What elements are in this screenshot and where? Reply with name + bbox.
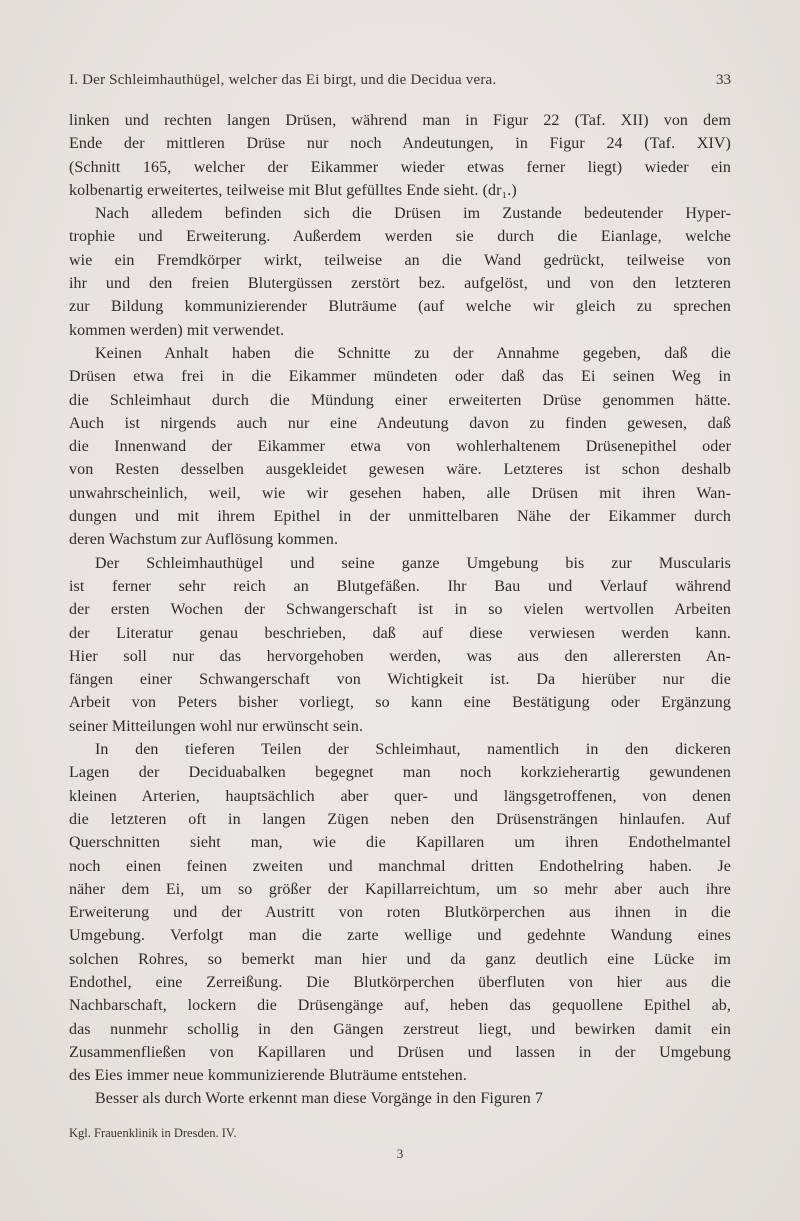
running-header-title: I. Der Schleimhauthügel, welcher das Ei birgt, und die Decidua vera. [69,72,497,88]
paragraph [69,552,731,738]
sheet-signature: 3 [396,1146,404,1161]
text-line: fängen einer Schwangerschaft von Wichtigkeit ist. Da hierüber nur die [69,671,731,689]
text-line: Erweiterung und der Austritt von roten Blutkörperchen aus ihnen in die [69,904,731,922]
text-line: dungen und mit ihrem Epithel in der unmittelbaren Nähe der Eikammer durch [69,508,731,526]
text-line: seiner Mitteilungen wohl nur erwünscht sein. [69,717,364,735]
text-line: Besser als durch Worte erkennt man diese Vorgänge in den Figuren 7 [95,1090,544,1108]
text-line: die Innenwand der Eikammer etwa von wohlerhaltenem Drüsenepithel oder [69,438,731,456]
text-line: Ende der mittleren Drüse nur noch Andeutungen, in Figur 24 (Taf. XIV) [69,135,731,153]
page-footer [69,1126,731,1162]
paragraph [69,342,731,552]
text-line: Endothel, eine Zerreißung. Die Blutkörperchen überfluten von hier aus die [69,973,731,991]
text-line: Zusammenfließen von Kapillaren und Drüsen und lassen in der Umgebung [69,1043,731,1061]
text-line: zur Bildung kommunizierender Bluträume (auf welche wir gleich zu sprechen [69,298,731,316]
text-line: Der Schleimhauthügel und seine ganze Umgebung bis zur Muscularis [95,554,731,572]
text-line: Umgebung. Verfolgt man die zarte wellige und gedehnte Wandung eines [69,927,731,945]
text-line: noch einen feinen zweiten und manchmal dritten Endothelring haben. Je [69,857,731,875]
text-line: unwahrscheinlich, weil, wie wir gesehen haben, alle Drüsen mit ihren Wan- [69,484,731,502]
text-line: kleinen Arterien, hauptsächlich aber quer- und längsgetroffenen, von denen [69,787,731,805]
text-line: der ersten Wochen der Schwangerschaft ist in so vielen wertvollen Arbeiten [69,601,731,619]
text-line: Hier soll nur das hervorgehoben werden, was aus den allerersten An- [69,647,731,665]
page-number: 33 [716,72,731,88]
text-line: solchen Rohres, so bemerkt man hier und da ganz deutlich eine Lücke im [69,950,731,968]
text-line: In den tieferen Teilen der Schleimhaut, namentlich in den dickeren [95,741,731,759]
text-line: kommen werden) mit verwendet. [69,321,285,339]
text-line: Auch ist nirgends auch nur eine Andeutung davon zu finden gewesen, daß [69,414,731,432]
text-line: Nachbarschaft, lockern die Drüsengänge auf, heben das gequollene Epithel ab, [69,997,731,1015]
paragraph [69,109,731,202]
text-line: (Schnitt 165, welcher der Eikammer wieder etwas ferner liegt) wieder ein [69,158,731,176]
text-line: des Eies immer neue kommunizierende Bluträume entstehen. [69,1067,467,1085]
text-line: ist ferner sehr reich an Blutgefäßen. Ihr Bau und Verlauf während [69,577,731,595]
paragraph [69,738,731,1087]
footer-imprint: Kgl. Frauenklinik in Dresden. IV. [69,1126,237,1140]
text-line: näher dem Ei, um so größer der Kapillarreichtum, um so mehr aber auch ihre [69,880,731,898]
text-line: wie ein Fremdkörper wirkt, teilweise an die Wand gedrückt, teilweise von [69,251,731,269]
text-line: Arbeit von Peters bisher vorliegt, so kann eine Bestätigung oder Ergänzung [69,694,731,712]
text-line: die letzteren oft in langen Zügen neben den Drüsensträngen hinlaufen. Auf [69,810,731,828]
text-line: Lagen der Deciduabalken begegnet man noch korkzieherartig gewundenen [69,764,731,782]
text-line: Querschnitten sieht man, wie die Kapillaren um ihren Endothelmantel [69,834,731,852]
text-line: das nunmehr schollig in den Gängen zerstreut liegt, und bewirken damit ein [69,1020,731,1038]
text-line: von Resten desselben ausgekleidet gewesen wäre. Letzteres ist schon deshalb [69,461,731,479]
paragraph [69,1087,731,1110]
paragraph [69,202,731,342]
text-line: ihr und den freien Blutergüssen zerstört bez. aufgelöst, und von den letzteren [69,275,731,293]
running-header [69,72,731,89]
text-line: Drüsen etwa frei in die Eikammer mündeten oder daß das Ei seinen Weg in [69,368,731,386]
page-body [69,109,731,1111]
text-line: kolbenartig erweitertes, teilweise mit Blut gefülltes Ende sieht. (dr₁.) [69,181,517,199]
text-line: deren Wachstum zur Auflösung kommen. [69,531,339,549]
text-line: der Literatur genau beschrieben, daß auf diese verwiesen werden kann. [69,624,731,642]
text-line: Keinen Anhalt haben die Schnitte zu der Annahme gegeben, daß die [95,344,731,362]
text-line: Nach alledem befinden sich die Drüsen im Zustande bedeutender Hyper- [95,205,731,223]
text-line: linken und rechten langen Drüsen, während man in Figur 22 (Taf. XII) von dem [69,112,731,129]
text-line: trophie und Erweiterung. Außerdem werden sie durch die Eianlage, welche [69,228,731,246]
text-line: die Schleimhaut durch die Mündung einer erweiterten Drüse genommen hätte. [69,391,731,409]
